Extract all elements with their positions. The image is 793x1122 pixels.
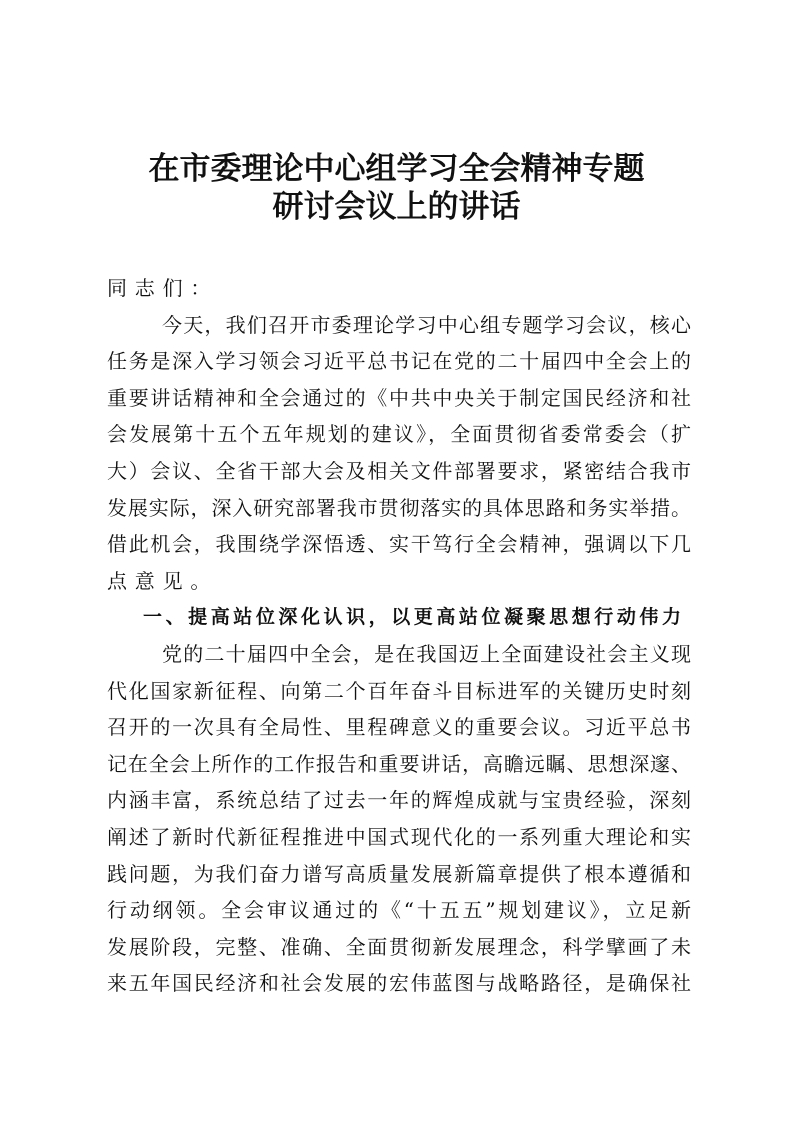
salutation: 同志们： (107, 276, 219, 300)
paragraph-line: 践问题，为我们奋力谱写高质量发展新篇章提供了根本遵循和 (107, 861, 691, 886)
paragraph-line: 阐述了新时代新征程推进中国式现代化的一系列重大理论和实 (107, 824, 691, 849)
paragraph-section-1 (107, 636, 691, 1002)
paragraph-line: 行动纲领。全会审议通过的《“十五五”规划建议》，立足新 (107, 898, 691, 923)
paragraph-line: 会发展第十五个五年规划的建议》，全面贯彻省委常委会（扩 (107, 422, 691, 447)
paragraph-intro (107, 307, 691, 600)
paragraph-line: 点意见。 (107, 568, 219, 593)
paragraph-line: 发展实际，深入研究部署我市贯彻落实的具体思路和务实举措。 (107, 495, 691, 520)
paragraph-line: 任务是深入学习领会习近平总书记在党的二十届四中全会上的 (107, 349, 691, 374)
paragraph-line: 大）会议、全省干部大会及相关文件部署要求，紧密结合我市 (107, 458, 691, 483)
paragraph-line: 党的二十届四中全会，是在我国迈上全面建设社会主义现 (162, 641, 691, 666)
document-body (107, 270, 691, 1002)
paragraph-line: 内涵丰富，系统总结了过去一年的辉煌成就与宝贵经验，深刻 (107, 788, 691, 813)
paragraph-line: 记在全会上所作的工作报告和重要讲话，高瞻远瞩、思想深邃、 (107, 751, 691, 776)
document-title-line-1: 在市委理论中心组学习全会精神专题 (148, 151, 645, 187)
document-title-line-2: 研讨会议上的讲话 (272, 189, 521, 225)
section-heading-1: 一、提高站位深化认识，以更高站位凝聚思想行动伟力 (143, 606, 681, 629)
paragraph-line: 来五年国民经济和社会发展的宏伟蓝图与战略路径，是确保社 (107, 971, 691, 996)
paragraph-line: 重要讲话精神和全会通过的《中共中央关于制定国民经济和社 (107, 385, 691, 410)
paragraph-line: 今天，我们召开市委理论学习中心组专题学习会议，核心 (162, 312, 691, 337)
paragraph-line: 发展阶段，完整、准确、全面贯彻新发展理念，科学擘画了未 (107, 934, 691, 959)
paragraph-line: 代化国家新征程、向第二个百年奋斗目标进军的关键历史时刻 (107, 678, 691, 703)
paragraph-line: 召开的一次具有全局性、里程碑意义的重要会议。习近平总书 (107, 715, 691, 740)
paragraph-line: 借此机会，我围绕学深悟透、实干笃行全会精神，强调以下几 (107, 532, 691, 557)
